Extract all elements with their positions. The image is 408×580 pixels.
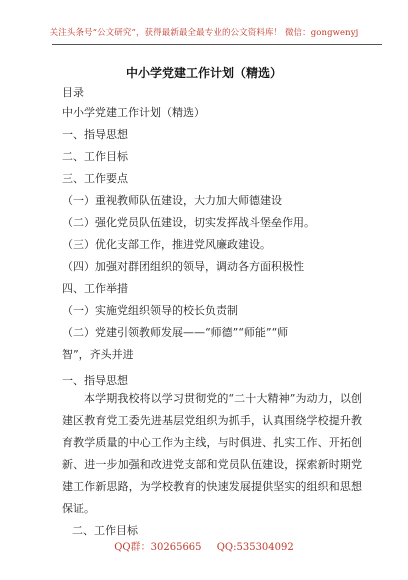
- toc-item: （一）实施党组织领导的校长负责制: [62, 304, 238, 317]
- header-rule: [52, 44, 382, 45]
- footer-qq: QQ:535304092: [216, 542, 294, 553]
- header-banner: 关注头条号“公文研究”，获得最新最全最专业的公文资料库！ 微信：gongwenyj: [49, 28, 359, 38]
- section-body: 本学期我校将以学习贯彻党的“二十大精神”为动力，以创建区教育党工委先进基层党组织为抓手，认真围绕学校提升教育教学质量的中心工作为主线，与时俱进、扎实工作、开拓创新、进一步加强和改进党支部和党员队伍建设，探索新时期党建工作新思路，为学校教育的快速发展提供坚实的组织和思想保证。: [62, 392, 362, 515]
- section-heading: 二、工作目标: [72, 524, 138, 537]
- document-title: 中小学党建工作计划（精选）: [125, 66, 282, 80]
- toc-item: （四）加强对群团组织的领导，调动各方面积极性: [62, 260, 304, 273]
- toc-item: 四、工作举措: [62, 282, 128, 295]
- page-header: [0, 0, 408, 58]
- footer-qq-group: QQ群：30265665: [114, 542, 202, 553]
- section-heading: 一、指导思想: [62, 374, 128, 387]
- toc-item: 一、指导思想: [62, 128, 128, 141]
- toc-heading: 目录: [62, 86, 84, 99]
- toc-item: （二）强化党员队伍建设，切实发挥战斗堡垒作用。: [62, 216, 315, 229]
- toc-item: 中小学党建工作计划（精选）: [62, 106, 205, 119]
- toc-item: （三）优化支部工作，推进党风廉政建设。: [62, 238, 271, 251]
- toc-item: （一）重视教师队伍建设，大力加大师德建设: [62, 194, 282, 207]
- page-footer: [0, 538, 408, 553]
- toc-item: （二）党建引领教师发展——“师德”“师能”“师: [62, 326, 289, 339]
- toc-item: 三、工作要点: [62, 172, 128, 185]
- toc-item: 智”，齐头并进: [62, 348, 134, 361]
- toc-item: 二、工作目标: [62, 150, 128, 163]
